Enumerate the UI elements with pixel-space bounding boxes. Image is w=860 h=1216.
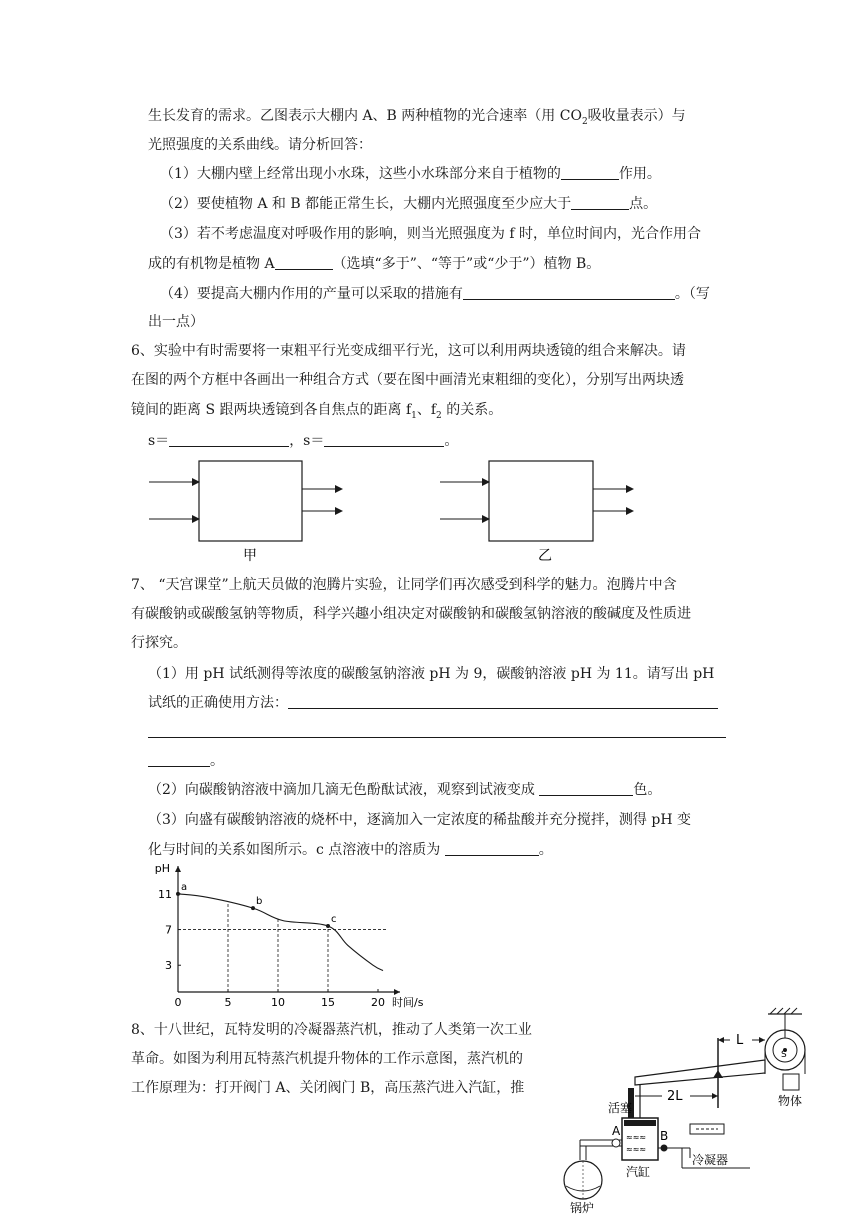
label-cylinder: 汽缸 [626, 1165, 651, 1179]
label-A: A [612, 1124, 621, 1138]
q5-part1-text: 作用。 [618, 166, 661, 182]
q6-box-jia[interactable] [149, 461, 342, 541]
q7-part1-line2 [148, 693, 718, 713]
y-axis-arrow-icon [175, 866, 181, 872]
x-tick-label: 20 [371, 996, 385, 1009]
lever-beam [635, 1060, 765, 1085]
y-tick-label: 7 [165, 923, 172, 937]
x-tick-label: 10 [271, 996, 285, 1009]
q6-s-label: ，s＝ [289, 433, 325, 449]
ph-curve-line [178, 894, 383, 971]
x-tick-label: 15 [321, 996, 335, 1009]
cylinder [622, 1118, 658, 1160]
data-point-a [176, 892, 180, 896]
data-point-b [251, 906, 255, 910]
q6-text: 镜间的距离 S 跟两块透镜到各自焦点的距离 f [131, 402, 412, 418]
x-axis-arrow-icon [394, 989, 400, 995]
q5-part3-text: 成的有机物是植物 A [148, 256, 275, 272]
y-axis-label: pH [154, 862, 170, 875]
q7-part1-answer-blank-2[interactable] [148, 722, 726, 738]
q6-line1: 6、实验中有时需要将一束粗平行光变成细平行光，这可以利用两块透镜的组合来解决。请 [131, 343, 686, 359]
q8-line2: 革命。如图为利用瓦特蒸汽机提升物体的工作示意图，蒸汽机的 [131, 1051, 523, 1067]
q5-part3-text: （选填“多于”、“等于”或“少于”）植物 B。 [332, 256, 601, 272]
data-point-label-c: c [331, 913, 337, 925]
label-condenser: 冷凝器 [692, 1153, 729, 1167]
svg-text:≈≈≈: ≈≈≈ [626, 1133, 647, 1142]
q7-part3-answer-blank[interactable] [445, 840, 539, 856]
q8-line1: 8、十八世纪，瓦特发明的冷凝器蒸汽机，推动了人类第一次工业 [131, 1022, 532, 1038]
q6-text: 的关系。 [441, 402, 503, 418]
q7-line3: 行探究。 [131, 635, 187, 651]
valve-a-icon [612, 1139, 620, 1147]
ceiling-support [768, 1008, 802, 1028]
x-tick-label: 0 [174, 996, 182, 1009]
q6-box-yi[interactable] [440, 461, 633, 541]
q7-part1-answer-blank[interactable] [288, 693, 718, 709]
q7-part2-text: 色。 [633, 782, 662, 798]
ph-time-chart [140, 862, 424, 1014]
q7-part2-text: （2）向碳酸钠溶液中滴加几滴无色酚酞试液，观察到试液变成 [148, 782, 540, 798]
pulley-icon [765, 1028, 805, 1074]
q6-f1-subscript: 1 [411, 410, 417, 421]
q7-part3-line2 [148, 840, 553, 860]
data-point-label-b: b [256, 896, 263, 908]
svg-text:≈≈≈: ≈≈≈ [626, 1145, 647, 1154]
label-2L: 2L [667, 1089, 683, 1104]
q7-line1: 7、 “天宫课堂”上航天员做的泡腾片实验，让同学们再次感受到科学的魅力。泡腾片中含 [131, 577, 677, 593]
x-tick-label: 5 [224, 996, 232, 1009]
q6-s-label: s＝ [148, 433, 170, 449]
q6-label-jia: 甲 [243, 548, 257, 564]
label-L: L [736, 1033, 744, 1048]
q6-text: 、f [416, 402, 437, 418]
q7-part1-line3 [148, 722, 726, 742]
q7-part3-text: 化与时间的关系如图所示。c 点溶液中的溶质为 [148, 842, 445, 858]
object-block [783, 1074, 799, 1090]
q7-part1-line4 [148, 751, 224, 771]
data-point-label-a: a [181, 881, 188, 893]
q5-part4-text: 。（写 [674, 286, 710, 302]
q5-intro-text: 吸收量表示）与 [587, 108, 686, 124]
q6-label-yi: 乙 [538, 548, 552, 564]
q6-f2-subscript: 2 [436, 410, 442, 421]
label-boiler: 锅炉 [570, 1201, 595, 1215]
boiler-icon [564, 1161, 602, 1199]
q7-part1-line1: （1）用 pH 试纸测得等浓度的碳酸氢钠溶液 pH 为 9，碳酸钠溶液 pH 为 11。请写出 pH [148, 666, 715, 682]
q7-part2-answer-blank[interactable] [539, 780, 633, 796]
q5-co2-subscript: 2 [581, 116, 588, 127]
q5-part3-line1: （3）若不考虑温度对呼吸作用的影响，则当光照强度为 f 时，单位时间内，光合作用合 [160, 226, 701, 242]
q7-part3-text: 。 [538, 842, 553, 858]
q7-line2: 有碳酸钠或碳酸氢钠等物质，科学兴趣小组决定对碳酸钠和碳酸氢钠溶液的酸碱度及性质进 [131, 606, 691, 622]
q5-part2-text: （2）要使植物 A 和 B 都能正常生长，大棚内光照强度至少应大于 [160, 196, 572, 212]
q7-part3-line1: （3）向盛有碳酸钠溶液的烧杯中，逐滴加入一定浓度的稀盐酸并充分搅拌，测得 pH 变 [148, 812, 691, 828]
svg-text:S: S [781, 1050, 787, 1060]
label-piston: 活塞 [608, 1101, 633, 1115]
y-tick-label: 3 [165, 959, 172, 973]
q5-intro-text: 生长发育的需求。乙图表示大棚内 A、B 两种植物的光合速率（用 CO [148, 108, 582, 124]
q6-line2: 在图的两个方框中各画出一种组合方式（要在图中画清光束粗细的变化），分别写出两块透 [131, 372, 684, 388]
q6-period: 。 [444, 433, 459, 449]
steam-engine-diagram [550, 1000, 850, 1216]
q7-part1-text: 试纸的正确使用方法： [148, 695, 288, 711]
q7-part1-answer-blank-3[interactable] [148, 751, 210, 767]
data-point-c [326, 924, 330, 928]
q7-period: 。 [210, 753, 224, 769]
x-axis-label: 时间/s [392, 996, 424, 1009]
y-tick-label: 11 [158, 887, 172, 901]
label-B: B [660, 1129, 669, 1143]
q5-part1-text: （1）大棚内壁上经常出现小水珠，这些小水珠部分来自于植物的 [160, 166, 561, 182]
q5-part2-text: 点。 [629, 196, 658, 212]
q8-line3: 工作原理为：打开阀门 A、关闭阀门 B，高压蒸汽进入汽缸，推 [131, 1080, 525, 1096]
q7-part2 [148, 780, 661, 800]
q5-part4-text: （4）要提高大棚内作用的产量可以采取的措施有 [160, 286, 463, 302]
valve-b-icon [661, 1145, 668, 1152]
q5-intro-line2: 光照强度的关系曲线。请分析回答： [148, 137, 372, 153]
label-object: 物体 [778, 1094, 803, 1108]
q5-part4-line2: 出一点） [148, 314, 204, 330]
